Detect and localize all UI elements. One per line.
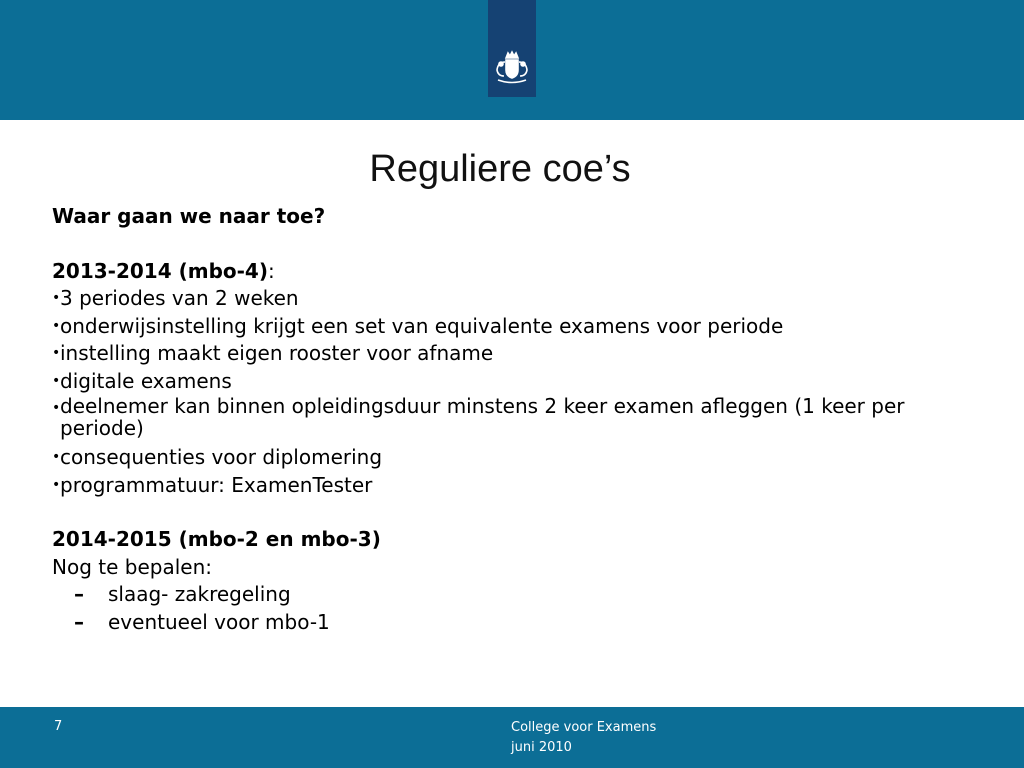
sub-item-text: eventueel voor mbo-1 (108, 609, 330, 634)
page-number: 7 (54, 719, 63, 734)
bullet-text: consequenties voor diplomering (60, 445, 383, 469)
dash-marker: – (74, 609, 84, 634)
logo-block (488, 0, 536, 97)
bullet-marker: • (52, 317, 61, 334)
dash-marker: – (74, 582, 84, 606)
heading: Waar gaan we naar toe? (52, 204, 326, 228)
bullet-text: 3 periodes van 2 weken (60, 286, 299, 310)
bullet-item (52, 313, 972, 341)
bullet-text: digitale examens (60, 368, 232, 393)
header-bar (0, 0, 1024, 120)
bullet-text: programmatuur: ExamenTester (60, 472, 373, 497)
bullet-marker: • (52, 372, 61, 389)
sub-item (52, 581, 972, 609)
organization-name: College voor Examens (511, 720, 657, 735)
section2-intro: Nog te bepalen: (52, 554, 212, 579)
bullet-item (52, 444, 972, 472)
sub-item-text: slaag- zakregeling (108, 582, 291, 606)
bullet-marker: • (52, 290, 61, 306)
section1-title: 2013-2014 (mbo-4) (52, 258, 268, 283)
bullet-item (52, 340, 972, 368)
spacer (52, 499, 972, 526)
section1-colon: : (268, 258, 275, 283)
coat-of-arms-icon (492, 50, 532, 86)
sub-item (52, 609, 972, 637)
bullet-marker: • (52, 345, 61, 361)
bullet-text: deelnemer kan binnen opleidingsduur minstens 2 keer examen afleggen (1 keer per periode) (60, 394, 905, 440)
bullet-marker: • (52, 400, 61, 416)
footer-date: juni 2010 (511, 740, 572, 755)
spacer (52, 231, 972, 258)
section1-header (52, 258, 972, 286)
bullet-text: onderwijsinstelling krijgt een set van equivalente examens voor periode (60, 313, 784, 338)
bullet-item (52, 472, 972, 500)
slide-title: Reguliere coe’s (369, 148, 631, 190)
slide-content (52, 203, 972, 636)
bullet-text: instelling maakt eigen rooster voor afname (60, 341, 494, 365)
section2-title: 2014-2015 (mbo-2 en mbo-3) (52, 527, 381, 551)
bullet-item (52, 395, 972, 444)
bullet-item (52, 285, 972, 313)
footer-bar (0, 707, 1024, 768)
bullet-marker: • (52, 449, 61, 465)
bullet-item (52, 368, 972, 396)
bullet-marker: • (52, 476, 61, 493)
